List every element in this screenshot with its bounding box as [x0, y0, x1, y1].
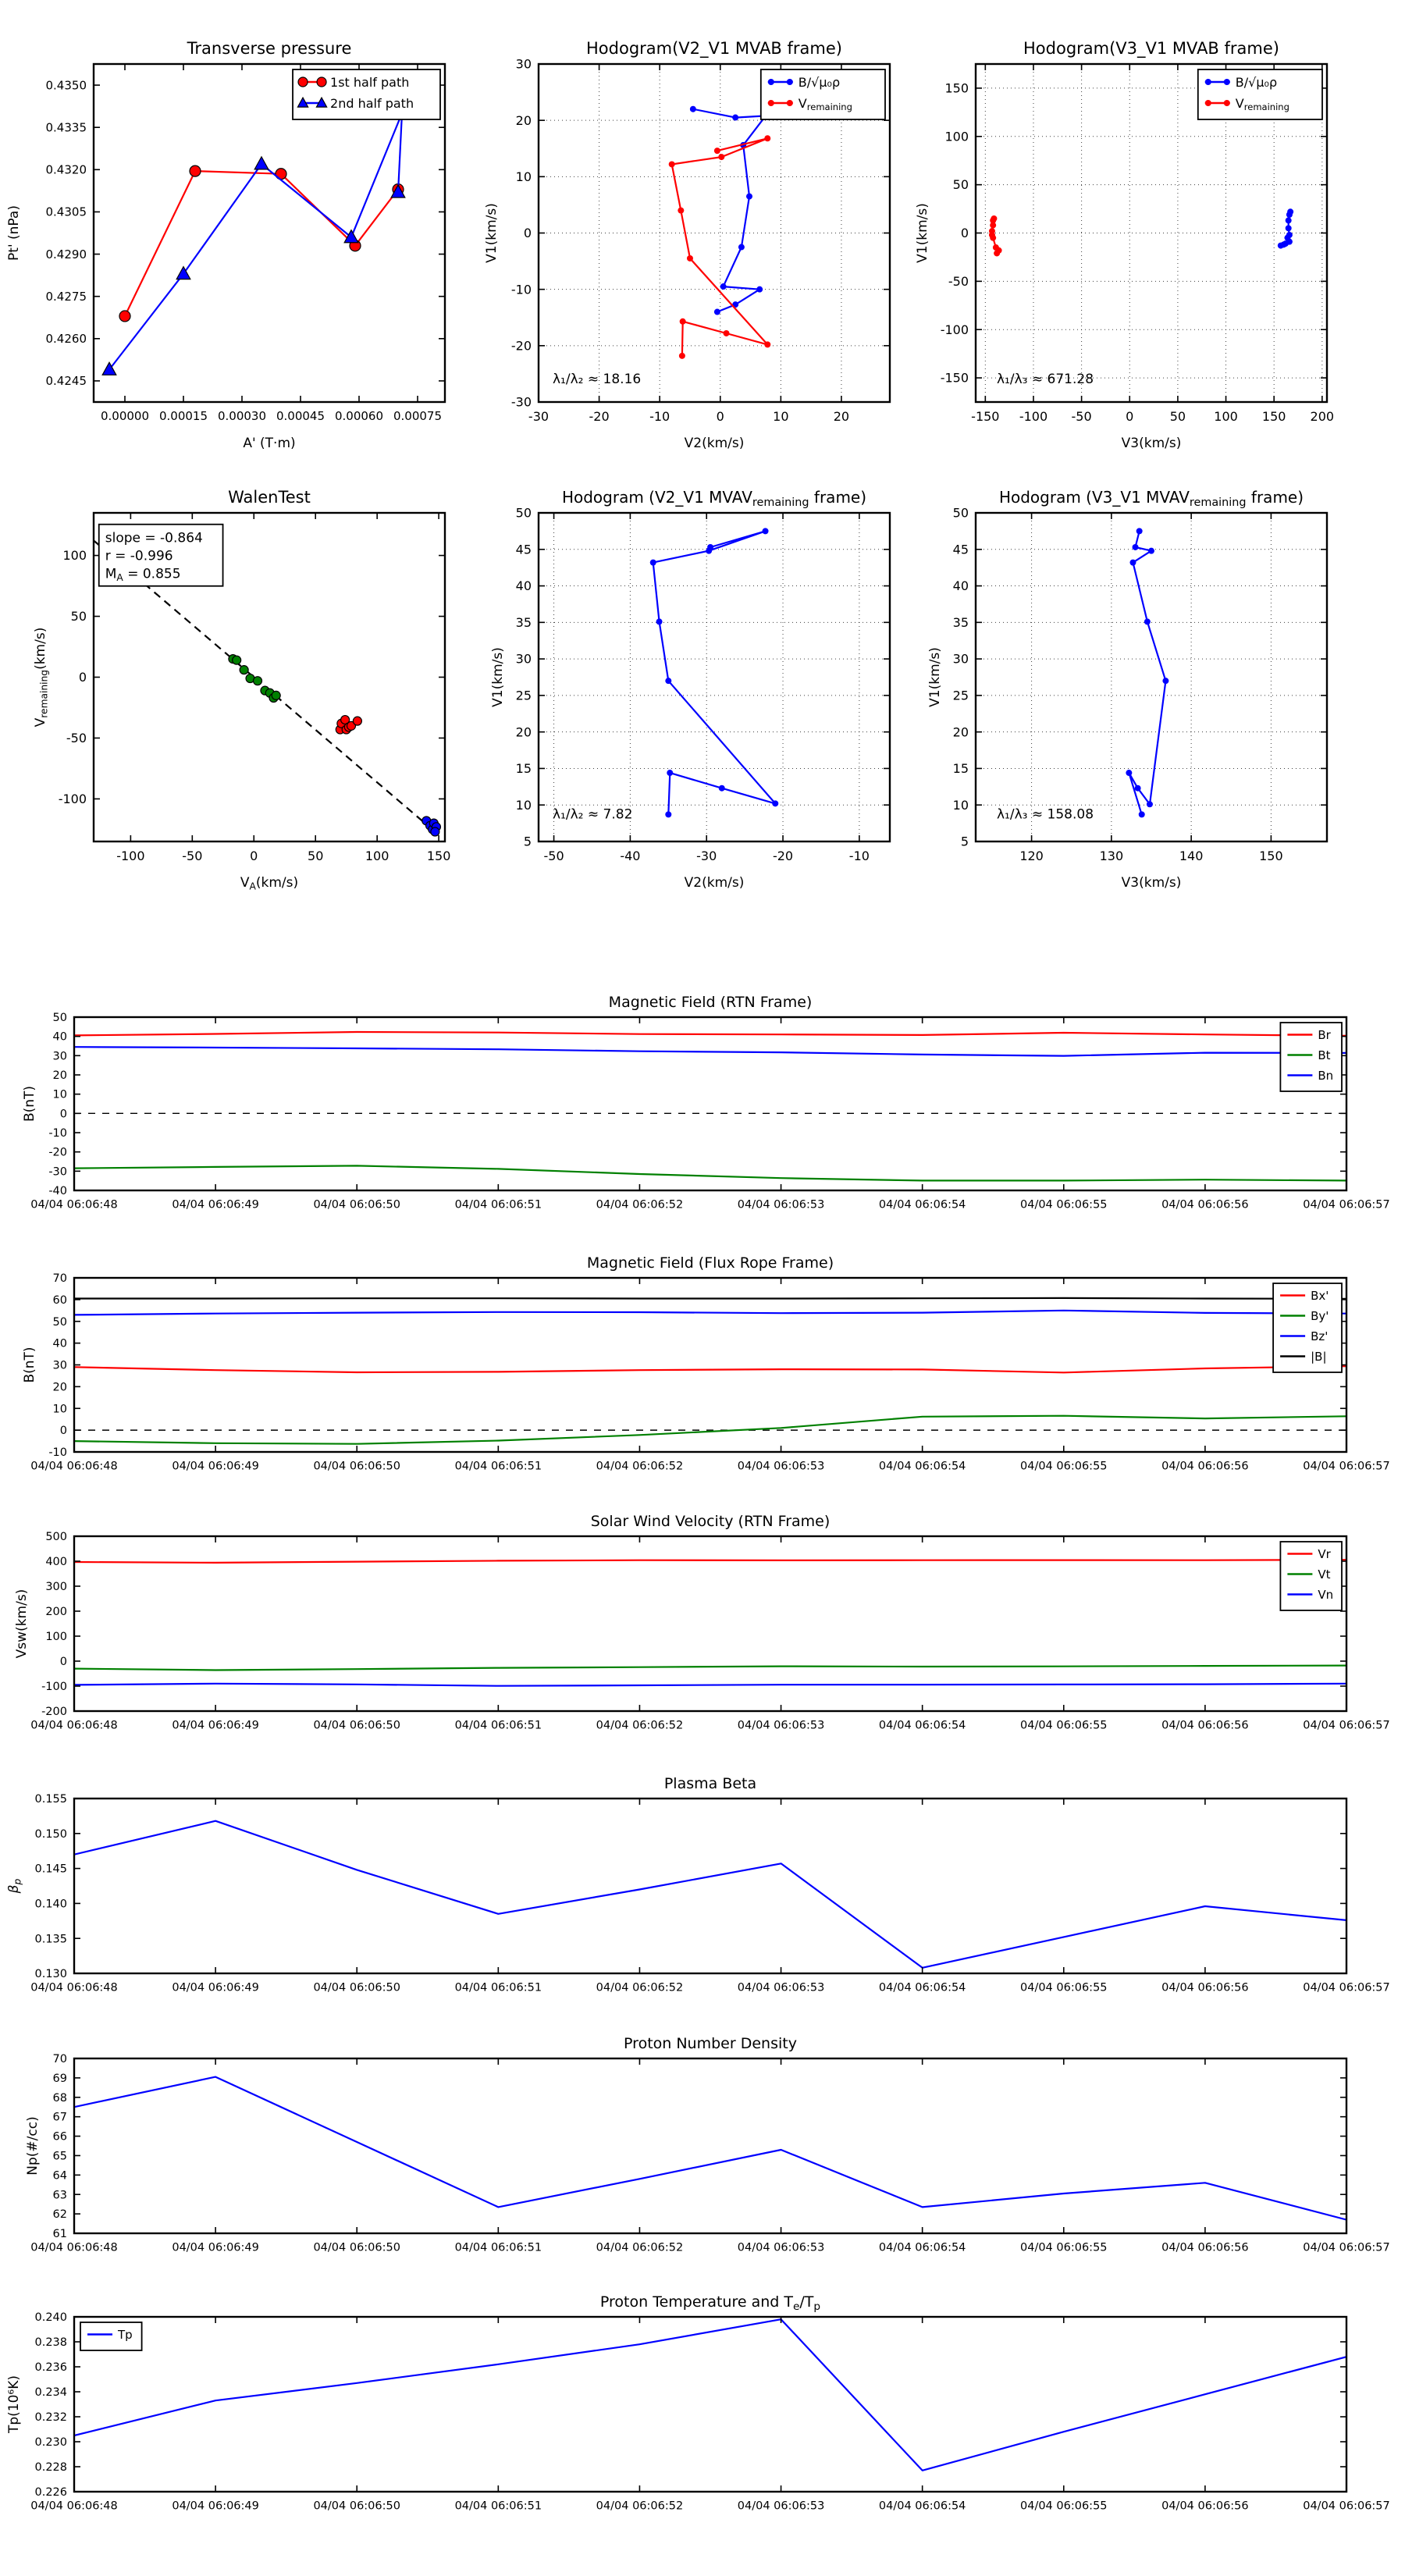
y-tick-label: 0.155 [34, 1793, 67, 1806]
x-tick-label: 04/04 06:06:54 [878, 2241, 966, 2254]
x-tick-label: 04/04 06:06:48 [30, 1981, 118, 1994]
y-tick-label: 45 [952, 542, 969, 557]
y-tick-label: 20 [515, 724, 532, 740]
x-tick-label: 04/04 06:06:50 [313, 1719, 400, 1732]
x-tick-label: 50 [1169, 409, 1186, 424]
y-axis-label: $\beta_p$ [6, 1878, 23, 1894]
x-tick-label: 04/04 06:06:49 [172, 1198, 259, 1212]
y-axis-label: V1(km/s) [927, 647, 943, 707]
hodogram-v3v1-mvab-annotation [997, 372, 1094, 387]
x-tick-label: 200 [1310, 409, 1335, 424]
legend-label: B/√μ₀ρ [798, 74, 841, 90]
y-axis-label: Vsw(km/s) [14, 1589, 30, 1659]
chart-title: Plasma Beta [663, 1775, 757, 1792]
annotation-line: λ₁/λ₃ ≈ 671.28 [997, 372, 1094, 388]
x-tick-label: 04/04 06:06:52 [596, 1981, 684, 1994]
annotation-line: λ₁/λ₃ ≈ 158.08 [997, 806, 1094, 823]
y-tick-label: 20 [952, 724, 969, 740]
legend-label: By' [1311, 1308, 1329, 1323]
x-tick-label: 04/04 06:06:49 [172, 2241, 259, 2254]
y-tick-label: 0.130 [34, 1968, 67, 1981]
y-tick-label: -50 [66, 731, 87, 746]
x-tick-label: 150 [1259, 849, 1283, 863]
x-tick-label: 150 [426, 849, 451, 863]
x-tick-label: 04/04 06:06:52 [596, 1460, 684, 1473]
y-tick-label: 10 [52, 1403, 67, 1416]
y-tick-label: -30 [48, 1165, 67, 1179]
x-tick-label: 04/04 06:06:51 [454, 2500, 542, 2513]
y-tick-label: 50 [515, 505, 532, 521]
y-tick-label: -40 [48, 1185, 67, 1198]
x-tick-label: -20 [589, 409, 610, 424]
x-tick-label: 04/04 06:06:55 [1020, 2241, 1108, 2254]
y-tick-label: -100 [58, 792, 87, 807]
transverse-pressure-legend [293, 69, 440, 119]
y-tick-label: 5 [523, 834, 532, 849]
y-tick-label: 0.238 [34, 2336, 67, 2350]
x-tick-label: 04/04 06:06:52 [596, 2500, 684, 2513]
y-axis-label: Pt' (nPa) [6, 205, 22, 261]
x-tick-label: 04/04 06:06:55 [1020, 2500, 1108, 2513]
x-tick-label: 04/04 06:06:51 [454, 2241, 542, 2254]
legend-label: |B| [1311, 1349, 1327, 1364]
x-tick-label: 04/04 06:06:56 [1161, 1719, 1249, 1732]
x-tick-label: 140 [1179, 849, 1204, 863]
x-tick-label: 04/04 06:06:48 [30, 1719, 118, 1732]
magnetic-field-flux-rope-legend [1273, 1283, 1342, 1372]
y-tick-label: 70 [52, 1272, 67, 1286]
x-axis-label: $V_A(km/s)$ [240, 875, 299, 892]
x-tick-label: 120 [1019, 849, 1044, 863]
y-tick-label: 0.4335 [45, 120, 87, 135]
y-tick-label: 0.4305 [45, 205, 87, 219]
x-tick-label: 0 [1126, 409, 1134, 424]
legend-label: 1st half path [330, 74, 410, 90]
y-tick-label: 63 [52, 2189, 67, 2202]
x-tick-label: 04/04 06:06:55 [1020, 1719, 1108, 1732]
y-tick-label: 0.140 [34, 1898, 67, 1911]
hodogram-v2v1-mvav-annotation [553, 807, 632, 823]
x-tick-label: 10 [773, 409, 789, 424]
y-tick-label: 40 [52, 1337, 67, 1350]
y-tick-label: 0 [59, 1656, 67, 1669]
proton-temperature-legend [80, 2322, 142, 2350]
y-tick-label: 35 [952, 614, 969, 630]
y-tick-label: 68 [52, 2091, 67, 2105]
y-tick-label: 30 [515, 651, 532, 667]
y-tick-label: 0.236 [34, 2361, 67, 2375]
hodogram-v3v1-mvab-legend [1198, 69, 1322, 119]
y-tick-label: -200 [41, 1706, 67, 1719]
x-tick-label: 04/04 06:06:49 [172, 1460, 259, 1473]
y-tick-label: 0.4320 [45, 162, 87, 177]
legend-label: Br [1318, 1027, 1331, 1042]
y-tick-label: -20 [48, 1146, 67, 1159]
y-tick-label: 40 [952, 578, 969, 594]
chart-title: Hodogram(V3_V1 MVAB frame) [1023, 39, 1279, 58]
y-axis-label: V1(km/s) [915, 203, 930, 263]
y-tick-label: 0.234 [34, 2386, 67, 2400]
x-axis-label: V2(km/s) [684, 436, 745, 451]
legend-label: Bz' [1311, 1329, 1329, 1343]
x-tick-label: 04/04 06:06:50 [313, 1460, 400, 1473]
y-tick-label: 30 [515, 56, 532, 72]
x-tick-label: -50 [182, 849, 203, 863]
x-tick-label: 0.00060 [334, 409, 384, 423]
y-tick-label: 50 [52, 1315, 67, 1329]
chart-title: Magnetic Field (RTN Frame) [608, 994, 813, 1011]
y-tick-label: 500 [45, 1531, 67, 1544]
x-tick-label: 04/04 06:06:53 [737, 1981, 825, 1994]
x-tick-label: 04/04 06:06:56 [1161, 1460, 1249, 1473]
y-tick-label: 200 [45, 1606, 67, 1619]
y-tick-label: 300 [45, 1581, 67, 1594]
y-tick-label: 50 [52, 1012, 67, 1025]
y-tick-label: -100 [41, 1681, 67, 1694]
x-axis-label: V3(km/s) [1121, 436, 1182, 451]
x-tick-label: 04/04 06:06:57 [1303, 1981, 1390, 1994]
y-tick-label: 10 [952, 797, 969, 813]
x-tick-label: 130 [1099, 849, 1124, 863]
legend-label: Bn [1318, 1068, 1334, 1083]
x-tick-label: 0.00045 [276, 409, 325, 423]
x-tick-label: 04/04 06:06:56 [1161, 2241, 1249, 2254]
y-tick-label: -30 [510, 394, 532, 410]
x-tick-label: 04/04 06:06:57 [1303, 2500, 1390, 2513]
y-tick-label: 10 [515, 797, 532, 813]
chart-title: Solar Wind Velocity (RTN Frame) [590, 1513, 831, 1530]
x-axis-label: A' (T·m) [243, 436, 296, 451]
y-tick-label: 100 [45, 1631, 67, 1644]
hodogram-v2v1-mvab-legend [761, 69, 885, 119]
y-tick-label: -150 [940, 370, 969, 386]
chart-title: Transverse pressure [187, 39, 352, 58]
hodogram-v3v1-mvav-annotation [997, 807, 1094, 823]
x-tick-label: -20 [772, 849, 794, 863]
legend-label: B/√μ₀ρ [1235, 74, 1278, 90]
y-tick-label: 50 [70, 609, 87, 624]
y-tick-label: 50 [952, 177, 969, 193]
y-tick-label: 100 [62, 548, 87, 564]
x-axis-label: V3(km/s) [1121, 875, 1182, 891]
x-tick-label: 04/04 06:06:55 [1020, 1198, 1108, 1212]
y-tick-label: 20 [52, 1381, 67, 1394]
y-tick-label: 25 [515, 688, 532, 703]
y-tick-label: -10 [510, 282, 532, 297]
legend-label: Vn [1318, 1587, 1334, 1602]
x-tick-label: -100 [1019, 409, 1048, 424]
y-tick-label: 0 [523, 226, 532, 241]
x-tick-label: 04/04 06:06:51 [454, 1460, 542, 1473]
annotation-line: λ₁/λ₂ ≈ 18.16 [553, 372, 642, 388]
x-tick-label: 04/04 06:06:53 [737, 2241, 825, 2254]
x-tick-label: 04/04 06:06:53 [737, 1460, 825, 1473]
y-tick-label: 40 [52, 1030, 67, 1044]
x-tick-label: 04/04 06:06:55 [1020, 1460, 1108, 1473]
x-tick-label: 04/04 06:06:50 [313, 1198, 400, 1212]
x-tick-label: 04/04 06:06:57 [1303, 1719, 1390, 1732]
x-tick-label: 0.00015 [158, 409, 208, 423]
chart-title: Proton Number Density [624, 2035, 797, 2052]
y-tick-label: 0.226 [34, 2486, 67, 2500]
y-tick-label: 15 [952, 761, 969, 777]
y-axis-label: B(nT) [22, 1085, 37, 1123]
walen-test-annotation [99, 525, 223, 586]
x-tick-label: 04/04 06:06:54 [878, 1719, 966, 1732]
y-tick-label: 0.145 [34, 1863, 67, 1876]
x-tick-label: 04/04 06:06:53 [737, 1719, 825, 1732]
x-tick-label: 0 [250, 849, 258, 863]
x-tick-label: 04/04 06:06:49 [172, 1719, 259, 1732]
chart-title: Hodogram (V3_V1 $MVAV_{remaining}$ frame) [998, 488, 1304, 509]
x-tick-label: 04/04 06:06:55 [1020, 1981, 1108, 1994]
y-tick-label: 0.4260 [45, 332, 87, 347]
y-tick-label: 0 [960, 226, 969, 241]
y-tick-label: 150 [944, 80, 969, 96]
x-tick-label: 04/04 06:06:56 [1161, 1981, 1249, 1994]
y-tick-label: 20 [52, 1069, 67, 1083]
magnetic-field-rtn-legend [1280, 1023, 1342, 1091]
x-tick-label: 100 [365, 849, 389, 863]
x-tick-label: 04/04 06:06:51 [454, 1719, 542, 1732]
y-axis-label: V1(km/s) [490, 647, 506, 707]
x-tick-label: 04/04 06:06:48 [30, 2241, 118, 2254]
y-tick-label: 25 [952, 688, 969, 703]
y-tick-label: 61 [52, 2228, 67, 2241]
x-tick-label: -50 [1071, 409, 1092, 424]
chart-title: Hodogram (V2_V1 $MVAV_{remaining}$ frame) [561, 488, 867, 509]
x-tick-label: 04/04 06:06:56 [1161, 2500, 1249, 2513]
x-tick-label: 04/04 06:06:54 [878, 1198, 966, 1212]
y-tick-label: 0.4350 [45, 78, 87, 93]
x-tick-label: 04/04 06:06:52 [596, 1719, 684, 1732]
x-tick-label: 04/04 06:06:57 [1303, 2241, 1390, 2254]
x-tick-label: 04/04 06:06:57 [1303, 1198, 1390, 1212]
y-tick-label: -20 [510, 338, 532, 354]
y-tick-label: 0.230 [34, 2436, 67, 2450]
legend-label: Bx' [1311, 1288, 1329, 1303]
x-tick-label: 0.00000 [100, 409, 150, 423]
y-tick-label: 0 [59, 1425, 67, 1438]
x-tick-label: -10 [649, 409, 670, 424]
y-tick-label: 400 [45, 1556, 67, 1569]
x-tick-label: 04/04 06:06:48 [30, 1198, 118, 1212]
legend-label: Vt [1318, 1567, 1331, 1582]
x-tick-label: 04/04 06:06:51 [454, 1981, 542, 1994]
y-tick-label: 30 [952, 651, 969, 667]
x-tick-label: 04/04 06:06:53 [737, 2500, 825, 2513]
annotation-line: r = -0.996 [105, 548, 173, 564]
y-tick-label: 0.4275 [45, 289, 87, 304]
y-tick-label: 35 [515, 614, 532, 630]
x-tick-label: 20 [833, 409, 850, 424]
y-tick-label: 67 [52, 2111, 67, 2124]
y-tick-label: 0 [78, 670, 87, 685]
x-tick-label: -150 [971, 409, 1000, 424]
y-axis-label: Tp(10⁶K) [6, 2375, 22, 2434]
y-tick-label: -50 [948, 273, 969, 289]
x-tick-label: 04/04 06:06:53 [737, 1198, 825, 1212]
chart-title: Magnetic Field (Flux Rope Frame) [586, 1254, 834, 1272]
annotation-line: slope = -0.864 [105, 530, 203, 546]
x-tick-label: -10 [848, 849, 870, 863]
y-axis-label: Np(#/cc) [25, 2116, 41, 2176]
x-tick-label: 04/04 06:06:52 [596, 1198, 684, 1212]
y-tick-label: 65 [52, 2150, 67, 2163]
y-tick-label: 15 [515, 761, 532, 777]
x-tick-label: 04/04 06:06:54 [878, 1981, 966, 1994]
y-tick-label: 0.150 [34, 1827, 67, 1841]
y-tick-label: 0.228 [34, 2461, 67, 2475]
legend-label: 2nd half path [330, 95, 414, 111]
x-tick-label: 04/04 06:06:50 [313, 2241, 400, 2254]
x-tick-label: 0 [716, 409, 724, 424]
x-tick-label: 04/04 06:06:48 [30, 2500, 118, 2513]
x-axis-label: V2(km/s) [684, 875, 745, 891]
annotation-line: λ₁/λ₂ ≈ 7.82 [553, 806, 633, 823]
y-tick-label: 0.240 [34, 2311, 67, 2325]
x-tick-label: 150 [1261, 409, 1286, 424]
y-tick-label: 0.4245 [45, 374, 87, 389]
x-tick-label: -100 [116, 849, 145, 863]
x-tick-label: 04/04 06:06:50 [313, 1981, 400, 1994]
y-tick-label: 70 [52, 2053, 67, 2066]
x-tick-label: 100 [1214, 409, 1238, 424]
x-tick-label: 04/04 06:06:57 [1303, 1460, 1390, 1473]
y-tick-label: 30 [52, 1359, 67, 1372]
x-tick-label: 04/04 06:06:50 [313, 2500, 400, 2513]
chart-title: Hodogram(V2_V1 MVAB frame) [586, 39, 842, 58]
x-tick-label: 04/04 06:06:54 [878, 2500, 966, 2513]
y-axis-label: V1(km/s) [484, 203, 500, 263]
x-tick-label: 04/04 06:06:54 [878, 1460, 966, 1473]
y-tick-label: 69 [52, 2072, 67, 2085]
y-tick-label: 0.135 [34, 1933, 67, 1946]
y-tick-label: 66 [52, 2130, 67, 2144]
y-tick-label: 0.4290 [45, 247, 87, 262]
y-axis-label: $V_{remaining}(km/s)$ [33, 627, 50, 728]
y-tick-label: 50 [952, 505, 969, 521]
y-tick-label: 64 [52, 2169, 67, 2183]
solar-wind-velocity-legend [1280, 1542, 1342, 1610]
x-tick-label: 0.00075 [393, 409, 443, 423]
y-tick-label: -100 [940, 322, 969, 337]
y-tick-label: -10 [48, 1127, 67, 1140]
y-tick-label: 20 [515, 112, 532, 128]
x-tick-label: 50 [308, 849, 324, 863]
legend-label: Bt [1318, 1048, 1331, 1062]
y-tick-label: 10 [515, 169, 532, 184]
x-tick-label: 04/04 06:06:49 [172, 1981, 259, 1994]
x-tick-label: 04/04 06:06:51 [454, 1198, 542, 1212]
chart-title: Proton Temperature and $T_e/T_p$ [599, 2293, 821, 2313]
y-tick-label: -10 [48, 1446, 67, 1460]
legend-label: $V_{remaining}$ [798, 95, 852, 112]
y-tick-label: 60 [52, 1293, 67, 1307]
x-tick-label: 04/04 06:06:52 [596, 2241, 684, 2254]
annotation-line: $M_A = 0.855$ [105, 566, 181, 584]
x-tick-label: 04/04 06:06:48 [30, 1460, 118, 1473]
x-tick-label: -40 [620, 849, 641, 863]
legend-label: Tp [118, 2327, 133, 2342]
legend-label: Vr [1318, 1546, 1331, 1561]
x-tick-label: -30 [528, 409, 550, 424]
hodogram-v2v1-mvab-annotation [553, 372, 641, 387]
x-tick-label: 0.00030 [217, 409, 267, 423]
y-tick-label: 62 [52, 2208, 67, 2222]
chart-title: WalenTest [228, 488, 311, 507]
x-tick-label: -50 [543, 849, 564, 863]
y-tick-label: 45 [515, 542, 532, 557]
y-tick-label: 40 [515, 578, 532, 594]
legend-label: $V_{remaining}$ [1235, 95, 1289, 112]
y-axis-label: B(nT) [22, 1347, 37, 1383]
y-tick-label: 30 [52, 1050, 67, 1063]
y-tick-label: 5 [960, 834, 969, 849]
y-tick-label: 0 [59, 1108, 67, 1121]
y-tick-label: 0.232 [34, 2411, 67, 2425]
x-tick-label: 04/04 06:06:49 [172, 2500, 259, 2513]
x-tick-label: 04/04 06:06:56 [1161, 1198, 1249, 1212]
y-tick-label: 100 [944, 129, 969, 144]
y-tick-label: 10 [52, 1088, 67, 1101]
x-tick-label: -30 [696, 849, 717, 863]
